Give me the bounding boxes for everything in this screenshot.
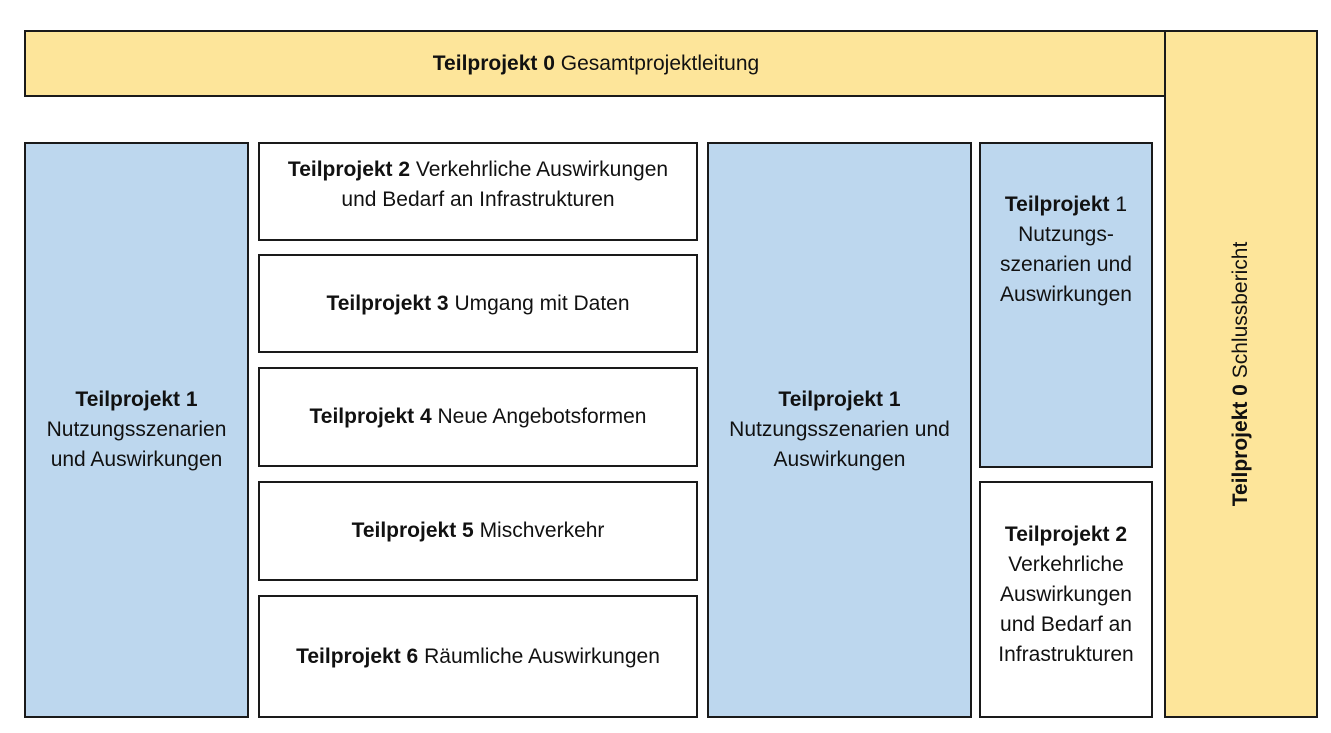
col4-bottom-line2: Auswirkungen (1000, 582, 1132, 606)
center-box-6-line1: Räumliche Auswirkungen (424, 644, 660, 668)
center-box-5-line1: Mischverkehr (479, 519, 605, 542)
center-box-2-text (288, 155, 668, 215)
side-title: Schlussbericht (1229, 241, 1252, 379)
header-box-gesamtprojektleitung (24, 30, 1168, 97)
side-text (1226, 242, 1256, 507)
col3-tp-label: Teilprojekt 1 (778, 388, 901, 411)
header-text (433, 49, 759, 79)
col1-tp-label: Teilprojekt 1 (75, 388, 198, 411)
col4-top-line2: szenarien und (1000, 253, 1132, 276)
col4-bottom-line4: Infrastrukturen (998, 642, 1134, 666)
col4-bottom-line3: und Bedarf an (1000, 612, 1132, 636)
center-box-2-line1: Verkehrliche Auswirkungen (415, 157, 669, 181)
col1-text (47, 385, 227, 475)
header-title: Gesamtprojektleitung (560, 51, 760, 75)
col3-line2: Auswirkungen (773, 448, 906, 471)
center-box-teilprojekt-4 (258, 367, 698, 467)
center-box-6-tp-label: Teilprojekt 6 (296, 644, 419, 668)
header-tp-label: Teilprojekt 0 (432, 51, 555, 75)
center-box-3-line1: Umgang mit Daten (454, 291, 630, 315)
col4-bottom-line1: Verkehrliche (1008, 552, 1124, 576)
col3-text (729, 385, 950, 475)
col4-bottom-tp-label: Teilprojekt 2 (1004, 522, 1128, 546)
col4-top-text (1000, 190, 1132, 310)
col4-top-tp-num: 1 (1115, 193, 1128, 216)
center-box-3-text (326, 289, 629, 319)
center-box-5-text (352, 516, 605, 546)
col4-top-tp-label: Teilprojekt (1004, 193, 1110, 216)
center-box-6-text (296, 642, 660, 672)
col1-line2: und Auswirkungen (50, 448, 223, 471)
col3-box-teilprojekt-1 (707, 142, 972, 718)
center-box-2-line2: und Bedarf an Infrastrukturen (341, 187, 615, 211)
col4-top-box-teilprojekt-1 (979, 142, 1153, 468)
center-box-teilprojekt-5 (258, 481, 698, 581)
center-box-teilprojekt-3 (258, 254, 698, 353)
center-box-4-text (310, 402, 647, 432)
col1-line1: Nutzungsszenarien (46, 418, 227, 441)
col1-box-teilprojekt-1 (24, 142, 249, 718)
center-box-5-tp-label: Teilprojekt 5 (351, 519, 474, 542)
center-box-teilprojekt-6 (258, 595, 698, 718)
center-box-4-tp-label: Teilprojekt 4 (309, 405, 432, 428)
col4-bottom-box-teilprojekt-2 (979, 481, 1153, 718)
col4-top-line1: Nutzungs- (1018, 223, 1114, 246)
col4-bottom-text (998, 520, 1133, 670)
col4-top-line3: Auswirkungen (1000, 283, 1132, 306)
col3-line1: Nutzungsszenarien und (729, 418, 950, 441)
side-box-schlussbericht (1164, 30, 1318, 718)
side-tp-label: Teilprojekt 0 (1229, 384, 1252, 507)
center-box-2-tp-label: Teilprojekt 2 (287, 157, 411, 181)
center-box-teilprojekt-2 (258, 142, 698, 241)
center-box-4-line1: Neue Angebotsformen (437, 405, 647, 428)
center-box-3-tp-label: Teilprojekt 3 (326, 291, 449, 315)
